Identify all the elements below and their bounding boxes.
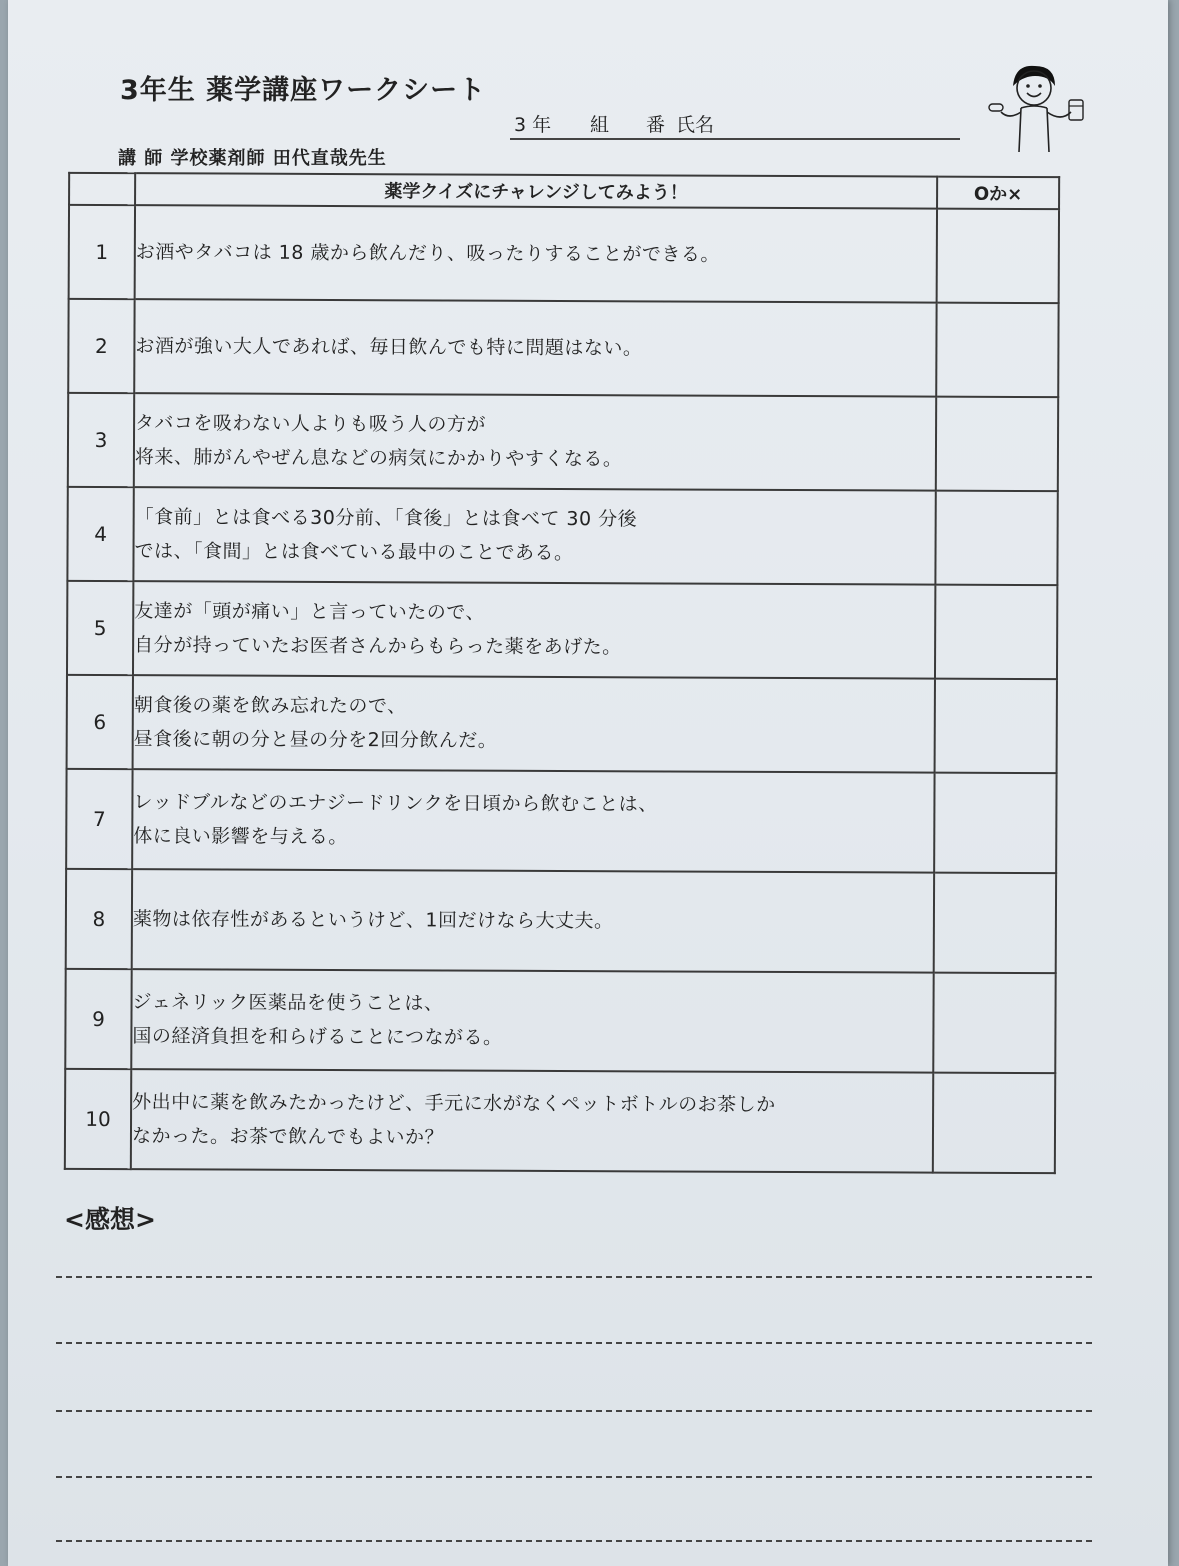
question-line: 友達が「頭が痛い」と言っていたので、 — [134, 600, 485, 624]
question-line: では、「食間」とは食べている最中のことである。 — [134, 540, 574, 565]
quiz-table — [64, 172, 1060, 1174]
question-number: 8 — [66, 869, 132, 969]
question-text — [133, 581, 935, 678]
class-label: 組 — [590, 114, 610, 136]
number-label: 番 — [646, 114, 666, 136]
quiz-row — [67, 675, 1057, 773]
question-line: 「食前」とは食べる30分前、「食後」とは食べて 30 分後 — [134, 506, 638, 531]
quiz-row — [65, 1069, 1055, 1173]
worksheet-title: 3年生 薬学講座ワークシート — [120, 75, 487, 106]
quiz-row — [67, 487, 1057, 585]
question-line: 薬物は依存性があるというけど、1回だけなら大丈夫。 — [132, 908, 614, 933]
answer-cell[interactable] — [933, 973, 1055, 1074]
name-label: 氏名 — [676, 114, 715, 136]
question-line: お酒やタバコは 18 歳から飲んだり、吸ったりすることができる。 — [135, 241, 720, 266]
question-number: 10 — [65, 1069, 131, 1169]
question-number: 9 — [65, 969, 131, 1069]
quiz-row — [68, 393, 1058, 491]
question-line: 体に良い影響を与える。 — [133, 825, 348, 849]
answer-column-header: Oか× — [937, 177, 1059, 210]
question-line: お酒が強い大人であれば、毎日飲んでも特に問題はない。 — [135, 335, 643, 360]
answer-cell[interactable] — [934, 873, 1056, 974]
question-column-header: 薬学クイズにチャレンジしてみよう！ — [135, 173, 937, 208]
writing-line[interactable] — [56, 1540, 1092, 1542]
student-info-line[interactable] — [510, 108, 960, 140]
writing-line[interactable] — [56, 1476, 1092, 1478]
question-line: 国の経済負担を和らげることにつながる。 — [132, 1025, 503, 1049]
question-text — [133, 675, 935, 772]
quiz-row — [68, 299, 1058, 397]
worksheet-paper — [8, 0, 1168, 1566]
question-line: ジェネリック医薬品を使うことは、 — [132, 991, 444, 1015]
answer-cell[interactable] — [935, 585, 1057, 680]
answer-cell[interactable] — [935, 491, 1057, 586]
question-number: 2 — [68, 299, 134, 393]
answer-cell[interactable] — [936, 397, 1058, 492]
question-text — [132, 769, 934, 872]
impressions-heading: <感想> — [64, 1205, 156, 1234]
instructor-line: 講 師 学校薬剤師 田代直哉先生 — [118, 148, 387, 169]
answer-cell[interactable] — [934, 773, 1056, 874]
question-number: 6 — [67, 675, 133, 769]
question-line: 朝食後の薬を飲み忘れたので、 — [133, 694, 407, 718]
writing-line[interactable] — [56, 1276, 1092, 1278]
quiz-row — [69, 205, 1059, 303]
question-line: 将来、肺がんやぜん息などの病気にかかりやすくなる。 — [134, 446, 623, 471]
quiz-row — [67, 581, 1057, 679]
writing-line[interactable] — [56, 1342, 1092, 1344]
question-line: タバコを吸わない人よりも吸う人の方が — [135, 412, 486, 436]
question-text — [134, 299, 936, 396]
question-line: 昼食後に朝の分と昼の分を2回分飲んだ。 — [133, 728, 498, 752]
question-text — [134, 393, 936, 490]
question-number: 1 — [69, 205, 135, 299]
question-text — [132, 869, 934, 972]
question-text — [131, 1069, 933, 1172]
number-column-header — [69, 173, 135, 205]
question-line: 自分が持っていたお医者さんからもらった薬をあげた。 — [134, 634, 622, 659]
question-text — [131, 969, 933, 1072]
quiz-row — [65, 969, 1055, 1073]
question-number: 4 — [67, 487, 133, 581]
quiz-row — [66, 869, 1056, 973]
question-number: 7 — [66, 769, 132, 869]
question-line: 外出中に薬を飲みたかったけど、手元に水がなくペットボトルのお茶しか — [132, 1091, 776, 1116]
pharmacist-illustration-icon — [983, 60, 1093, 160]
question-line: レッドブルなどのエナジードリンクを日頃から飲むことは、 — [133, 791, 658, 816]
answer-cell[interactable] — [933, 1073, 1055, 1174]
answer-cell[interactable] — [936, 303, 1058, 398]
question-number: 3 — [68, 393, 134, 487]
writing-line[interactable] — [56, 1410, 1092, 1412]
question-number: 5 — [67, 581, 133, 675]
quiz-row — [66, 769, 1056, 873]
question-line: なかった。お茶で飲んでもよいか？ — [131, 1125, 445, 1149]
question-text — [133, 487, 935, 584]
answer-cell[interactable] — [935, 679, 1057, 774]
question-text — [135, 205, 937, 302]
grade-label: 3 年 — [514, 114, 552, 136]
answer-cell[interactable] — [937, 209, 1059, 304]
